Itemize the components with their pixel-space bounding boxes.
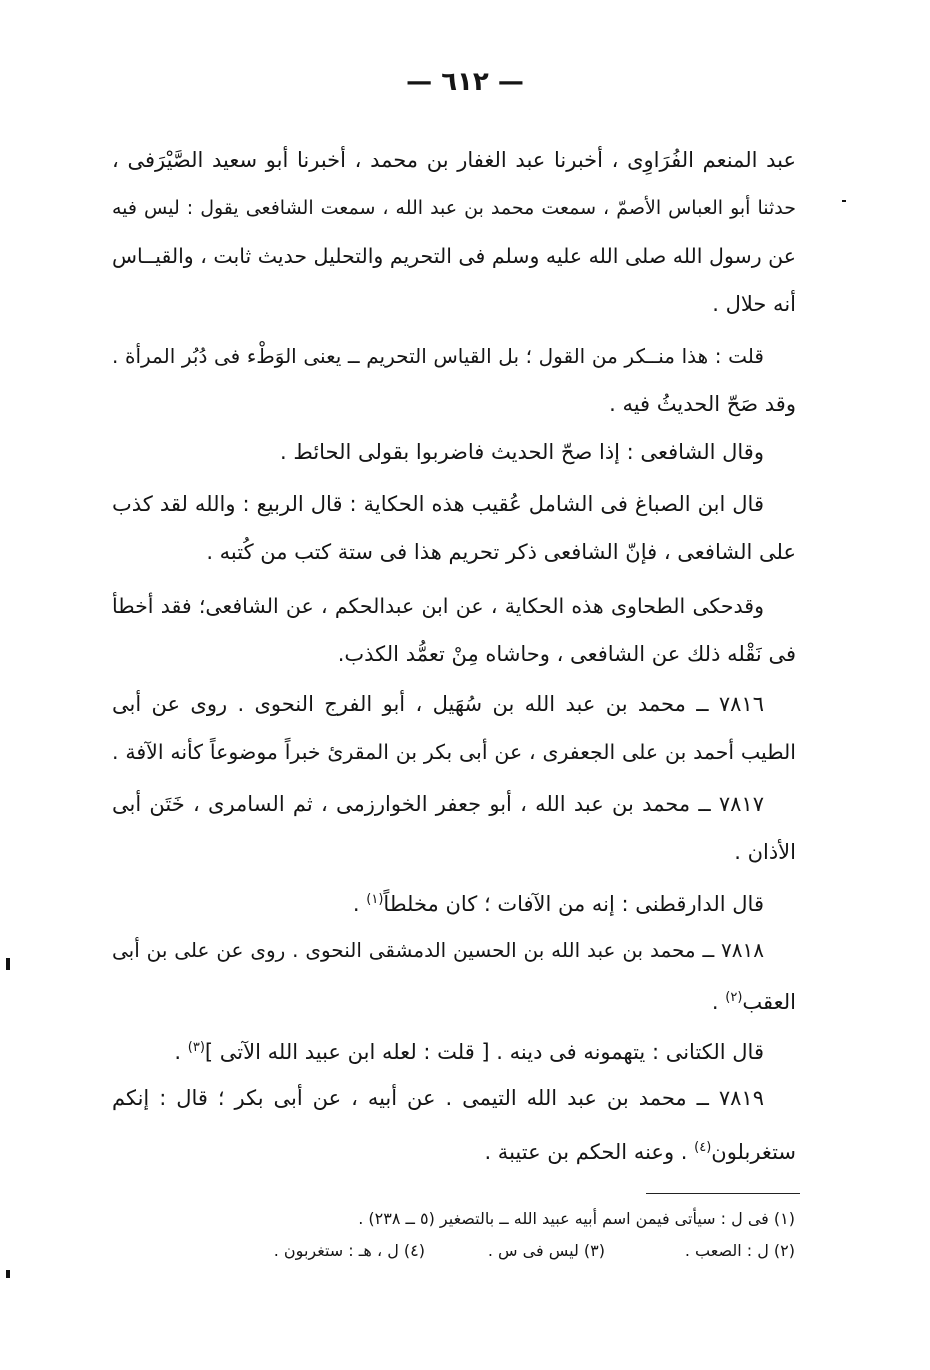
- text-line-16: [353, 876, 764, 924]
- text-line-18-body: العقب: [742, 990, 796, 1014]
- text-line-21-body: ستغربلون: [711, 1140, 796, 1164]
- text-line-10: وقدحكى الطحاوى هذه الحكاية ، عن ابن عبدالحكم ، عن الشافعى؛ فقد أخطأ: [112, 594, 764, 618]
- text-line-6: وقد صَحّ الحديثُ فيه .: [609, 392, 796, 416]
- text-line-19-end: .: [174, 1040, 182, 1064]
- page-number: — ٦١٢ —: [406, 67, 524, 97]
- text-line-13: الطيب أحمد بن على الجعفرى ، عن أبى بكر بن المقرئ خبراً موضوعاً كأنه الآفة .: [112, 740, 796, 764]
- footnote-divider: [646, 1193, 800, 1194]
- text-line-17: ٧٨١٨ ــ محمد بن عبد الله بن الحسين الدمشقى النحوى . روى عن على بن أبى: [112, 938, 764, 962]
- text-line-20: ٧٨١٩ ــ محمد بن عبد الله التيمى . عن أبيه ، عن أبى بكر ؛ قال : إنكم: [112, 1086, 764, 1110]
- text-line-4: أنه حلال .: [712, 292, 796, 316]
- text-line-18-end: .: [711, 990, 719, 1014]
- text-line-2: حدثنا أبو العباس الأصمّ ، سمعت محمد بن عبد الله ، سمعت الشافعى يقول : ليس فيه: [112, 197, 796, 219]
- text-line-8: قال ابن الصباغ فى الشامل عُقيب هذه الحكاية : قال الربيع : والله لقد كذب: [112, 492, 764, 516]
- footnote-marker-4: (٤): [694, 1140, 712, 1155]
- footnote-1: (١) فى ل : سيأتى فيمن اسم أبيه عبيد الله ــ بالتصغير (٥ ــ ٢٣٨) .: [358, 1209, 795, 1228]
- footnote-3: (٣) ليس فى س .: [487, 1241, 605, 1260]
- text-line-19-body: قال الكتانى : يتهمونه فى دينه . [ قلت : لعله ابن عبيد الله الآتى ]: [204, 1040, 764, 1064]
- text-line-3: عن رسول الله صلى الله عليه وسلم فى التحريم والتحليل حديث ثابت ، والقيــاس: [112, 244, 796, 268]
- text-line-16-end: .: [352, 892, 360, 916]
- text-line-1: عبد المنعم الفُرَاوِى ، أخبرنا عبد الغفار بن محمد ، أخبرنا أبو سعيد الصَّيْرَفى ،: [112, 148, 796, 172]
- text-line-16-body: قال الدارقطنى : إنه من الآفات ؛ كان مخلطاً: [383, 892, 764, 916]
- text-line-15: الأذان .: [734, 840, 796, 864]
- scan-mark: [842, 200, 846, 202]
- text-line-21-end: . وعنه الحكم بن عتيبة .: [484, 1140, 688, 1164]
- footnote-marker-1: (١): [366, 892, 384, 907]
- text-line-12: ٧٨١٦ ــ محمد بن عبد الله بن سُهَيل ، أبو الفرج النحوى . روى عن أبى: [112, 692, 764, 716]
- text-line-18: [712, 974, 796, 1022]
- footnote-2: (٢) ل : الصعب .: [684, 1241, 795, 1260]
- footnote-4: (٤) ل ، هـ : ستغربون .: [273, 1241, 425, 1260]
- text-line-19: [174, 1024, 764, 1072]
- footnote-marker-3: (٣): [187, 1040, 205, 1055]
- footnote-row-2: [175, 1236, 795, 1266]
- text-line-11: فى نَقْله ذلك عن الشافعى ، وحاشاه مِنْ تعمُّد الكذب.: [337, 642, 796, 666]
- text-line-7: وقال الشافعى : إذا صحّ الحديث فاضربوا بقولى الحائط .: [280, 440, 764, 464]
- text-line-9: على الشافعى ، فإنّ الشافعى ذكر تحريم هذا فى ستة كتب من كُتبه .: [206, 540, 796, 564]
- text-line-21: [484, 1124, 796, 1172]
- text-line-14: ٧٨١٧ ــ محمد بن عبد الله ، أبو جعفر الخوارزمى ، ثم السامرى ، خَتَن أبى: [112, 792, 764, 816]
- text-line-5: قلت : هذا منــكر من القول ؛ بل القياس التحريم ــ يعنى الوَطْء فى دُبُر المرأة .: [112, 344, 764, 368]
- scan-mark: [6, 958, 10, 970]
- scan-mark: [6, 1270, 10, 1278]
- footnote-marker-2: (٢): [725, 990, 743, 1005]
